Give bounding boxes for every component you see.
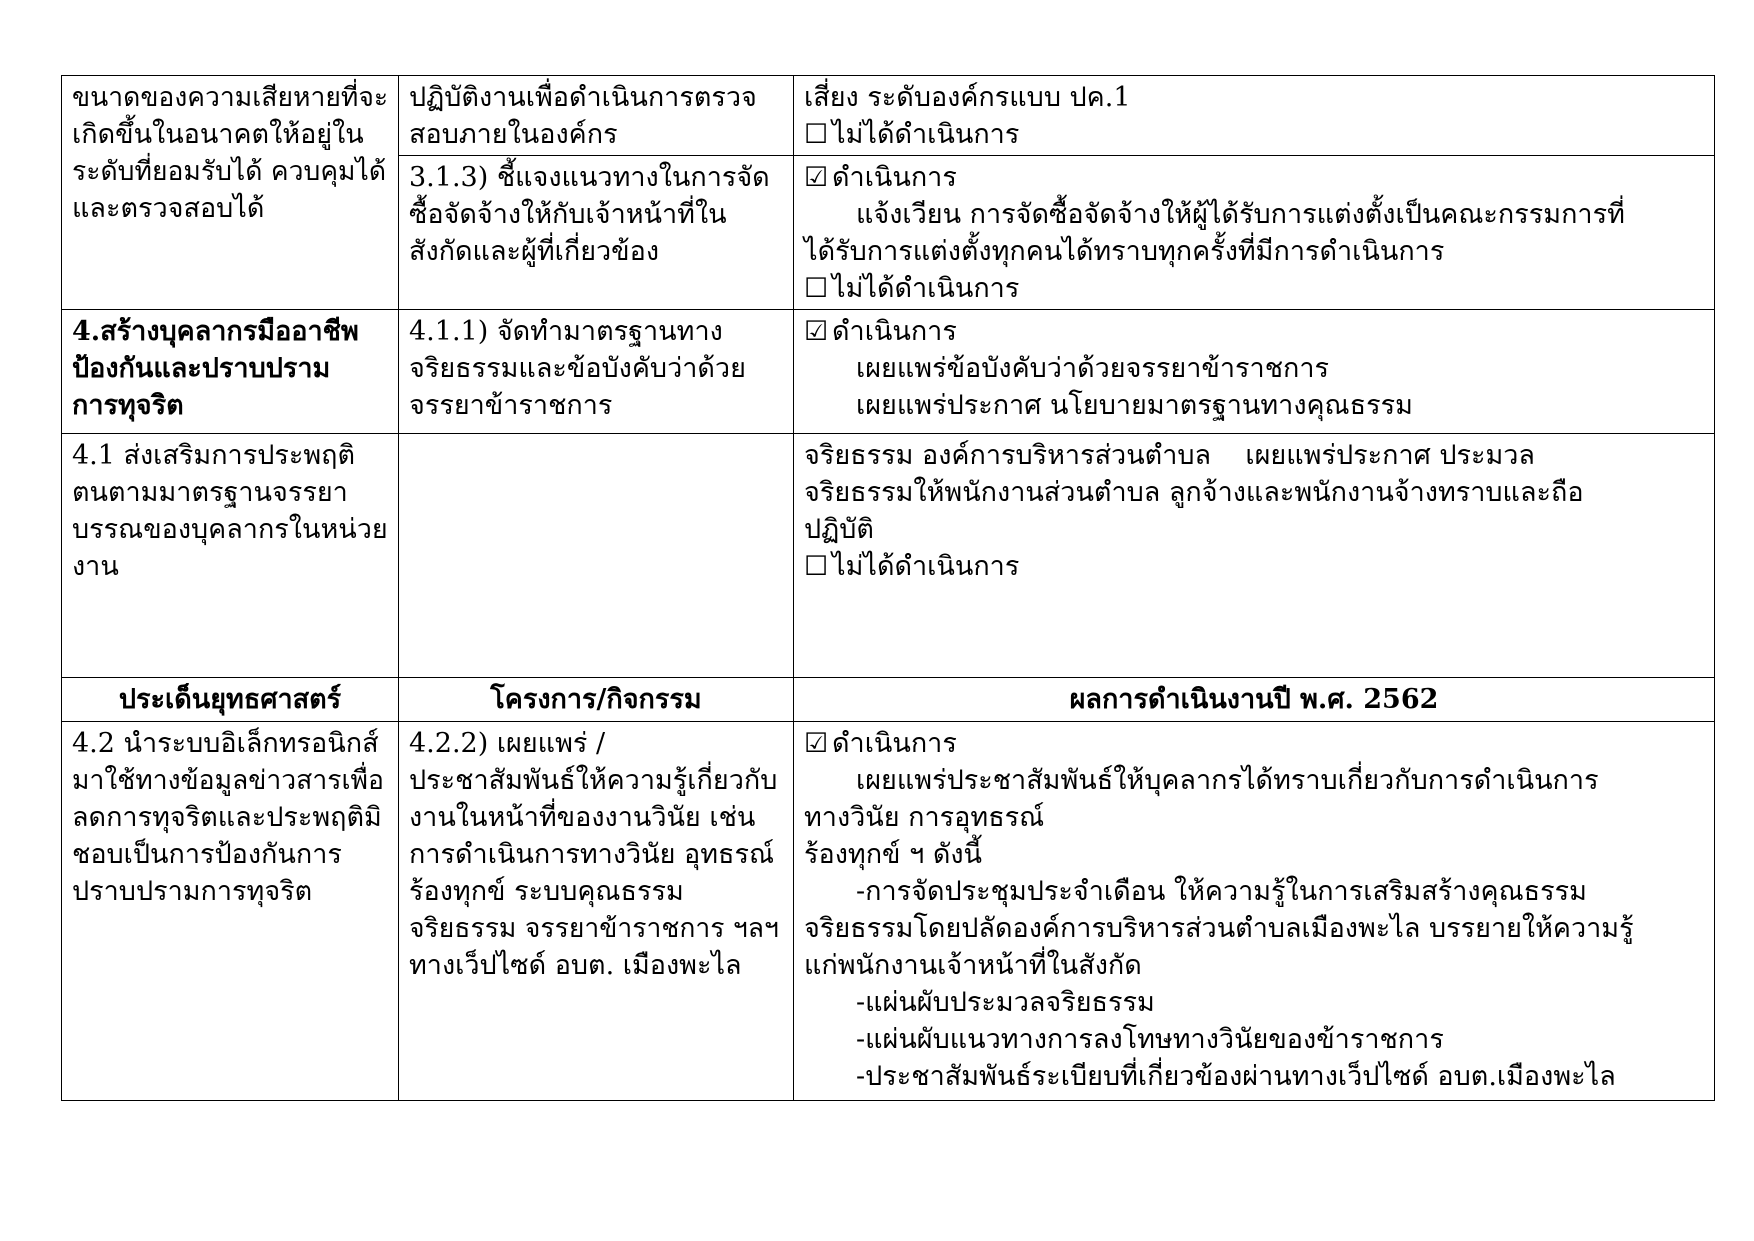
text-line: ปราบปรามการทุจริต (72, 876, 313, 907)
cell-strategy (62, 76, 399, 310)
checkbox-line (804, 159, 1704, 196)
text-line: 4.2.2) เผยแพร่ / (409, 728, 606, 759)
text-line: 4.2 นำระบบอิเล็กทรอนิกส์ (72, 728, 379, 759)
text-line: จริยธรรม จรรยาข้าราชการ ฯลฯ (409, 913, 779, 944)
text-line: เกิดขึ้นในอนาคตให้อยู่ใน (72, 119, 364, 150)
text-line: ขนาดของความเสียหายที่จะ (72, 82, 389, 113)
text-line: ร้องทุกข์ ระบบคุณธรรม (409, 876, 684, 907)
cell-result (794, 310, 1715, 434)
unchecked-box-icon: ☐ (804, 273, 829, 304)
unchecked-box-icon: ☐ (804, 119, 829, 150)
cell-strategy (62, 434, 399, 678)
checkbox-line (804, 313, 1704, 350)
text-line: บรรณของบุคลากรในหน่วย (72, 514, 388, 545)
text-line: -การจัดประชุมประจำเดือน ให้ความรู้ในการเสริมสร้างคุณธรรม (856, 876, 1587, 907)
text-line: ปฏิบัติงานเพื่อดำเนินการตรวจ (409, 82, 757, 113)
text-line: ชอบเป็นการป้องกันการ (72, 839, 342, 870)
table-row (62, 310, 1715, 434)
table-row (62, 722, 1715, 1101)
text-line: ทางวินัย การอุทธรณ์ (804, 802, 1045, 833)
header-strategy: ประเด็นยุทธศาสตร์ (62, 678, 399, 722)
text-line: เผยแพร่ข้อบังคับว่าด้วยจรรยาข้าราชการ (856, 353, 1330, 384)
text-line: เผยแพร่ประชาสัมพันธ์ให้บุคลากรได้ทราบเกี่ยวกับการดำเนินการ (856, 765, 1599, 796)
cell-project (399, 310, 794, 434)
text-line: เสี่ยง ระดับองค์กรแบบ ปค.1 (804, 82, 1131, 113)
text-line: การทุจริต (72, 390, 184, 421)
text-line: -แผ่นผับประมวลจริยธรรม (856, 987, 1155, 1018)
text-line: 4.1.1) จัดทำมาตรฐานทาง (409, 316, 723, 347)
text-line: มาใช้ทางข้อมูลข่าวสารเพื่อ (72, 765, 384, 796)
text-line: จริยธรรมโดยปลัดองค์การบริหารส่วนตำบลเมืองพะไล บรรยายให้ความรู้ (804, 913, 1634, 944)
status-label: ไม่ได้ดำเนินการ (832, 551, 1020, 582)
text-line: 4.1 ส่งเสริมการประพฤติ (72, 440, 356, 471)
header-result: ผลการดำเนินงานปี พ.ศ. 2562 (794, 678, 1715, 722)
text-line: ประชาสัมพันธ์ให้ความรู้เกี่ยวกับ (409, 765, 778, 796)
checkbox-line (804, 725, 1704, 762)
status-label: ไม่ได้ดำเนินการ (832, 273, 1020, 304)
text-line: จริยธรรมให้พนักงานส่วนตำบล ลูกจ้างและพนักงานจ้างทราบและถือ (804, 477, 1584, 508)
cell-project (399, 156, 794, 310)
text-line: ตนตามมาตรฐานจรรยา (72, 477, 348, 508)
text-line: ร้องทุกข์ ฯ ดังนี้ (804, 839, 983, 870)
header-project: โครงการ/กิจกรรม (399, 678, 794, 722)
text-line: ลดการทุจริตและประพฤติมิ (72, 802, 382, 833)
cell-result (794, 156, 1715, 310)
text-line: 3.1.3) ชี้แจงแนวทางในการจัด (409, 162, 770, 193)
cell-strategy (62, 310, 399, 434)
cell-result (794, 722, 1715, 1101)
checked-box-icon: ☑ (804, 316, 829, 347)
checkbox-line (804, 548, 1704, 585)
text-line: และตรวจสอบได้ (72, 193, 265, 224)
status-label: ไม่ได้ดำเนินการ (832, 119, 1020, 150)
checked-box-icon: ☑ (804, 162, 829, 193)
text-line: -แผ่นผับแนวทางการลงโทษทางวินัยของข้าราชการ (856, 1024, 1444, 1055)
text-line: ระดับที่ยอมรับได้ ควบคุมได้ (72, 156, 387, 187)
cell-project (399, 434, 794, 678)
text-line: แก่พนักงานเจ้าหน้าที่ในสังกัด (804, 950, 1142, 981)
checked-box-icon: ☑ (804, 728, 829, 759)
table-row (62, 76, 1715, 156)
text-line: งานในหน้าที่ของงานวินัย เช่น (409, 802, 756, 833)
cell-result (794, 76, 1715, 156)
status-label: ดำเนินการ (832, 316, 957, 347)
text-line: สังกัดและผู้ที่เกี่ยวข้อง (409, 236, 660, 267)
text-line: ป้องกันและปราบปราม (72, 353, 331, 384)
text-line: ได้รับการแต่งตั้งทุกคนได้ทราบทุกครั้งที่มีการดำเนินการ (804, 236, 1445, 267)
cell-result (794, 434, 1715, 678)
text-line: ทางเว็ปไซด์ อบต. เมืองพะไล (409, 950, 742, 981)
unchecked-box-icon: ☐ (804, 551, 829, 582)
text-line: -ประชาสัมพันธ์ระเบียบที่เกี่ยวข้องผ่านทางเว็ปไซด์ อบต.เมืองพะไล (856, 1061, 1616, 1092)
checkbox-line (804, 270, 1704, 307)
cell-project (399, 722, 794, 1101)
text-line: จริยธรรม องค์การบริหารส่วนตำบล เผยแพร่ประกาศ ประมวล (804, 440, 1535, 471)
text-line: ปฏิบัติ (804, 514, 874, 545)
text-line: จรรยาข้าราชการ (409, 390, 613, 421)
cell-project (399, 76, 794, 156)
text-line: 4.สร้างบุคลากรมืออาชีพ (72, 316, 359, 347)
text-line: สอบภายในองค์กร (409, 119, 618, 150)
text-line: การดำเนินการทางวินัย อุทธรณ์ (409, 839, 775, 870)
status-label: ดำเนินการ (832, 162, 957, 193)
strategy-table (61, 75, 1715, 1101)
cell-strategy (62, 722, 399, 1101)
text-line: ซื้อจัดจ้างให้กับเจ้าหน้าที่ใน (409, 199, 727, 230)
table-header-row (62, 678, 1715, 722)
status-label: ดำเนินการ (832, 728, 957, 759)
text-line: งาน (72, 551, 119, 582)
checkbox-line (804, 116, 1704, 153)
text-line: แจ้งเวียน การจัดซื้อจัดจ้างให้ผู้ได้รับการแต่งตั้งเป็นคณะกรรมการที่ (856, 199, 1625, 230)
text-line: เผยแพร่ประกาศ นโยบายมาตรฐานทางคุณธรรม (856, 390, 1413, 421)
table-row (62, 434, 1715, 678)
text-line: จริยธรรมและข้อบังคับว่าด้วย (409, 353, 746, 384)
